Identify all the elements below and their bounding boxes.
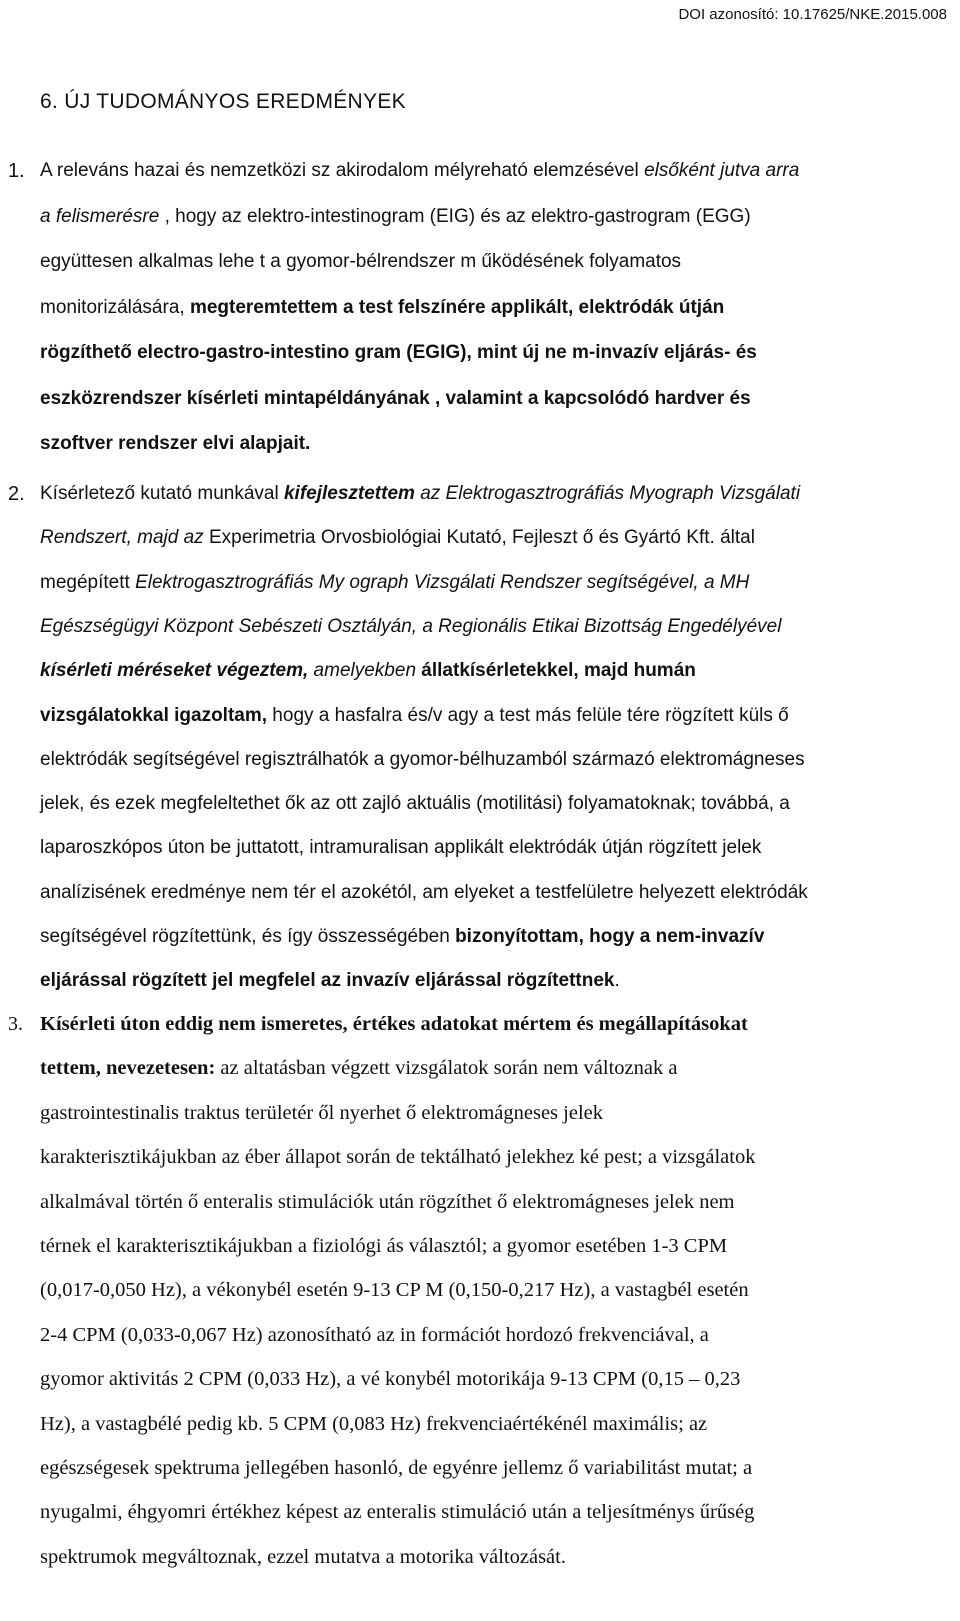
text-run: analízisének eredménye nem tér el azokétól, am elyeket a testfelületre helyezett elektródák xyxy=(40,881,808,903)
text-line xyxy=(40,483,800,505)
text-run: Kísérletező kutató munkával xyxy=(40,483,284,504)
text-line xyxy=(40,1413,707,1436)
item-number: 1. xyxy=(8,160,25,182)
text-line xyxy=(40,572,749,594)
text-line xyxy=(40,1102,603,1125)
text-run: Experimetria Orvosbiológiai Kutató, Fejleszt ő és Gyártó Kft. által xyxy=(203,527,755,549)
text-run: elsőként jutva arra xyxy=(644,160,800,181)
text-run: eszközrendszer kísérleti mintapéldányának , valamint a kapcsolódó hardver és xyxy=(40,387,751,409)
text-run: szoftver rendszer elvi alapjait. xyxy=(40,433,311,454)
text-run: eljárással rögzített jel megfelel az invazív eljárással rögzítettnek xyxy=(40,970,615,992)
text-line xyxy=(40,616,781,638)
text-line xyxy=(40,1501,754,1524)
text-run: gyomor aktivitás 2 CPM (0,033 Hz), a vé konybél motorikája 9-13 CPM (0,15 – 0,23 xyxy=(40,1368,741,1391)
text-line xyxy=(40,882,808,904)
text-run: Elektrogasztrográfiás My ograph Vizsgálati Rendszer segítségével, a MH xyxy=(135,571,750,593)
text-run: laparoszkópos úton be juttatott, intramuralisan applikált elektródák útján rögzített jelek xyxy=(40,837,762,859)
text-line xyxy=(40,206,751,228)
text-run: Egészségügyi Központ Sebészeti Osztályán, a Regionális Etikai Bizottság Engedélyével xyxy=(40,615,782,637)
text-run: gastrointestinalis traktus területér ől nyerhet ő elektromágneses jelek xyxy=(40,1101,603,1124)
text-run: Hz), a vastagbélé pedig kb. 5 CPM (0,083 Hz) frekvenciaértékénél maximális; az xyxy=(40,1412,708,1435)
text-line xyxy=(40,1279,749,1302)
text-run: együttesen alkalmas lehe t a gyomor-bélrendszer m űködésének folyamatos xyxy=(40,251,682,272)
text-run: alkalmával történ ő enteralis stimulációk után rögzíthet ő elektromágneses jelek nem xyxy=(40,1190,735,1213)
text-line xyxy=(40,1191,735,1214)
text-run: , hogy az elektro-intestinogram (EIG) és az elektro-gastrogram (EGG) xyxy=(159,205,751,227)
text-run: elektródák segítségével regisztrálhatók a gyomor-bélhuzamból származó elektromágneses xyxy=(40,748,805,770)
text-run: karakterisztikájukban az éber állapot során de tektálható jelekhez ké pest; a vizsgálatok xyxy=(40,1146,756,1169)
text-run: kísérleti méréseket végeztem, xyxy=(40,660,309,682)
text-run: amelyekben xyxy=(308,660,422,682)
text-run: megteremtettem a test felszínére applikált, elektródák útján xyxy=(189,296,725,318)
text-line xyxy=(40,433,310,455)
text-run: A releváns hazai és nemzetközi sz akirodalom mélyreható elemzésével xyxy=(40,160,645,181)
text-run: monitorizálására, xyxy=(40,296,190,318)
text-line xyxy=(40,1546,566,1569)
text-line xyxy=(40,1368,740,1391)
text-run: állatkísérletekkel, majd humán xyxy=(421,660,696,682)
text-run: spektrumok megváltoznak, ezzel mutatva a motorika változását. xyxy=(40,1545,566,1568)
text-run: az Elektrogasztrográfiás Myograph Vizsgálati xyxy=(414,483,801,504)
text-line xyxy=(40,749,805,771)
doi-identifier: DOI azonosító: 10.17625/NKE.2015.008 xyxy=(678,6,947,23)
text-line xyxy=(40,388,751,410)
text-line xyxy=(40,1057,677,1080)
text-line xyxy=(40,926,764,948)
text-line xyxy=(40,705,789,727)
text-line xyxy=(40,1457,752,1480)
text-line xyxy=(40,527,755,549)
text-run: egészségesek spektruma jellegében hasonló, de egyénre jellemz ő variabilitást mutat; a xyxy=(40,1457,753,1479)
text-run: segítségével rögzítettünk, és így összességében xyxy=(40,926,456,947)
text-line xyxy=(40,1146,755,1169)
text-line xyxy=(40,342,757,364)
text-run: az altatásban végzett vizsgálatok során nem változnak a xyxy=(215,1057,678,1080)
text-line xyxy=(40,970,620,992)
text-line xyxy=(40,1013,748,1036)
text-line xyxy=(40,297,724,319)
text-line xyxy=(40,660,696,682)
text-run: Rendszert, majd az xyxy=(40,527,204,549)
text-run: a felismerésre xyxy=(40,205,160,227)
item-number: 3. xyxy=(8,1013,23,1035)
text-line xyxy=(40,1235,727,1258)
text-run: vizsgálatokkal igazoltam, xyxy=(40,704,268,726)
text-run: (0,017-0,050 Hz), a vékonybél esetén 9-13 CP M (0,150-0,217 Hz), a vastagbél esetén xyxy=(40,1279,749,1302)
text-run: kifejlesztettem xyxy=(283,483,415,504)
text-run: bizonyítottam, hogy a nem-invazív xyxy=(455,926,765,947)
item-number: 2. xyxy=(8,483,25,505)
text-line xyxy=(40,793,790,815)
text-run: megépített xyxy=(40,571,136,593)
text-run: . xyxy=(614,970,620,992)
text-run: nyugalmi, éhgyomri értékhez képest az enteralis stimuláció után a teljesítménys űrűség xyxy=(40,1501,755,1524)
text-run: 2-4 CPM (0,033-0,067 Hz) azonosítható az in formációt hordozó frekvenciával, a xyxy=(40,1323,709,1346)
text-line xyxy=(40,1324,709,1347)
text-run: hogy a hasfalra és/v agy a test más felüle tére rögzített küls ő xyxy=(267,704,789,726)
text-line xyxy=(40,251,681,273)
text-line xyxy=(40,837,761,859)
text-run: tettem, nevezetesen: xyxy=(40,1057,216,1080)
section-heading: 6. ÚJ TUDOMÁNYOS EREDMÉNYEK xyxy=(40,90,406,113)
text-run: rögzíthető electro-gastro-intestino gram (EGIG), mint új ne m-invazív eljárás- és xyxy=(40,342,757,363)
text-run: térnek el karakterisztikájukban a fiziológi ás választól; a gyomor esetében 1-3 CPM xyxy=(40,1235,728,1257)
text-line xyxy=(40,160,799,182)
text-run: jelek, és ezek megfeleltethet ők az ott zajló aktuális (motilitási) folyamatoknak; továbbá, a xyxy=(40,793,790,815)
text-run: Kísérleti úton eddig nem ismeretes, értékes adatokat mértem és megállapításokat xyxy=(40,1013,748,1035)
